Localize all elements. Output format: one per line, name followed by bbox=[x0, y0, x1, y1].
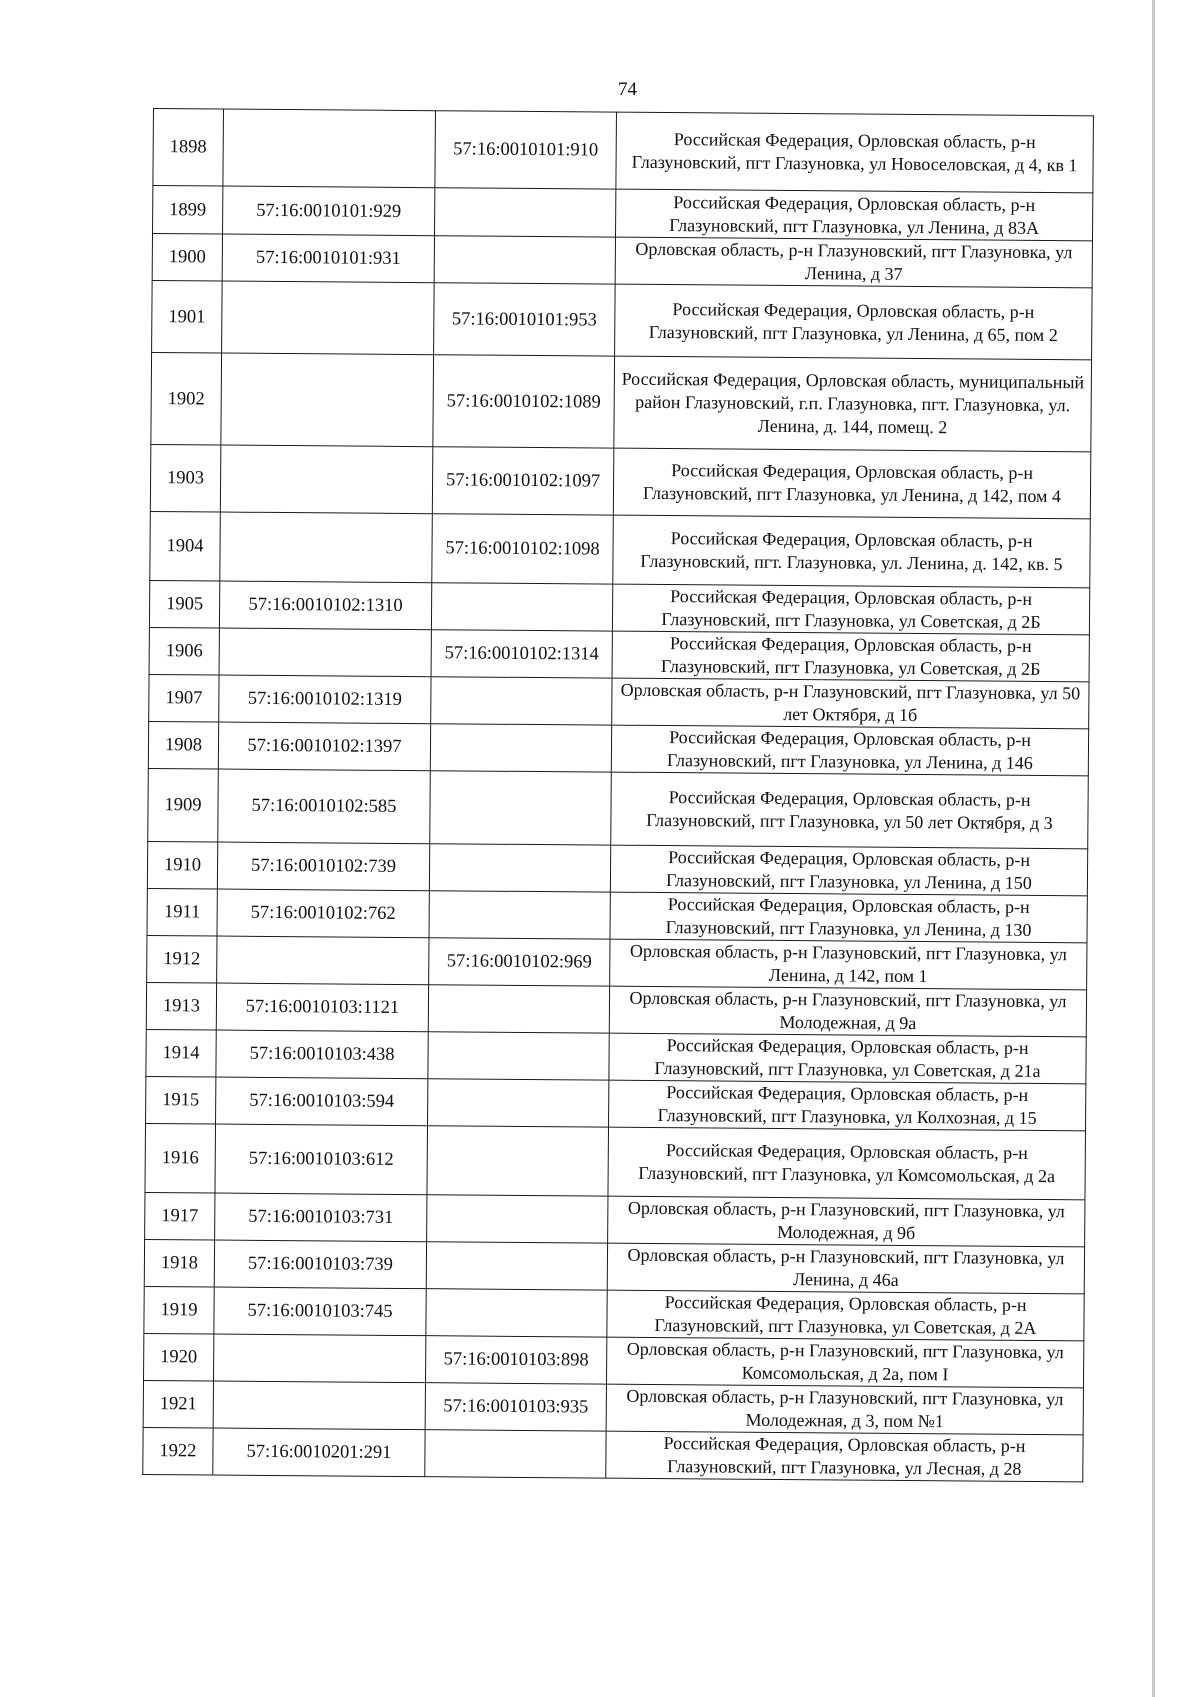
cadastral-number-alt-cell bbox=[428, 1032, 609, 1080]
table-row bbox=[151, 352, 1092, 451]
row-number-cell: 1920 bbox=[144, 1333, 214, 1381]
row-number-cell: 1906 bbox=[149, 627, 219, 675]
cadastral-number-alt-cell bbox=[426, 1289, 607, 1337]
row-number-cell: 1905 bbox=[149, 580, 219, 628]
page-edge bbox=[1152, 0, 1155, 1697]
row-number-cell: 1900 bbox=[152, 234, 222, 282]
row-number-cell: 1909 bbox=[148, 768, 219, 842]
table-row bbox=[148, 721, 1088, 775]
row-number-cell: 1901 bbox=[152, 280, 223, 353]
row-number-cell: 1917 bbox=[145, 1192, 215, 1240]
address-cell: Орловская область, р-н Глазуновский, пгт Глазуновка, ул 50 лет Октября, д 1б bbox=[612, 678, 1089, 729]
address-cell: Орловская область, р-н Глазуновский, пгт Глазуновка, ул Молодежная, д 9а bbox=[609, 986, 1086, 1037]
table-row bbox=[146, 1029, 1086, 1083]
table-row bbox=[149, 580, 1089, 634]
row-number-cell: 1921 bbox=[143, 1380, 213, 1428]
cadastral-number-cell: 57:16:0010103:731 bbox=[215, 1193, 427, 1242]
cadastral-number-alt-cell bbox=[431, 677, 612, 725]
cadastral-number-alt-cell: 57:16:0010102:969 bbox=[429, 938, 610, 986]
address-cell: Российская Федерация, Орловская область, р-н Глазуновский, пгт Глазуновка, ул Советская, д 2А bbox=[607, 1290, 1084, 1341]
table-row bbox=[147, 841, 1087, 895]
registry-table-body bbox=[143, 109, 1094, 1482]
cadastral-number-cell bbox=[221, 353, 434, 447]
cadastral-number-cell: 57:16:0010201:291 bbox=[213, 1428, 425, 1477]
address-cell: Российская Федерация, Орловская область, р-н Глазуновский, пгт Глазуновка, ул Лесная, д 28 bbox=[606, 1431, 1083, 1482]
cadastral-number-alt-cell bbox=[429, 891, 610, 939]
table-row bbox=[152, 280, 1093, 359]
cadastral-number-cell bbox=[220, 445, 433, 514]
cadastral-number-alt-cell: 57:16:0010103:898 bbox=[425, 1336, 606, 1384]
row-number-cell: 1898 bbox=[153, 109, 224, 187]
address-cell: Российская Федерация, Орловская область, р-н Глазуновский, пгт Глазуновка, ул Советская, д 2Б bbox=[612, 631, 1089, 682]
cadastral-number-alt-cell bbox=[430, 724, 611, 772]
address-cell: Орловская область, р-н Глазуновский, пгт Глазуновка, ул Ленина, д 142, пом 1 bbox=[610, 939, 1087, 990]
row-number-cell: 1910 bbox=[147, 841, 217, 889]
table-row bbox=[144, 1239, 1084, 1293]
cadastral-number-alt-cell: 57:16:0010103:935 bbox=[425, 1383, 606, 1431]
table-row bbox=[143, 1427, 1083, 1481]
page-number: 74 bbox=[618, 79, 637, 100]
table-row bbox=[146, 1076, 1086, 1130]
cadastral-number-cell bbox=[222, 281, 435, 355]
cadastral-number-alt-cell: 57:16:0010102:1097 bbox=[432, 447, 614, 515]
cadastral-number-cell: 57:16:0010101:929 bbox=[223, 186, 435, 236]
row-number-cell: 1907 bbox=[149, 674, 219, 722]
address-cell: Российская Федерация, Орловская область, р-н Глазуновский, пгт Глазуновка, ул 50 лет Октября, д 3 bbox=[611, 772, 1089, 849]
table-row bbox=[147, 888, 1087, 942]
cadastral-number-cell bbox=[213, 1381, 425, 1430]
cadastral-number-cell bbox=[223, 109, 436, 188]
cadastral-number-cell: 57:16:0010103:594 bbox=[216, 1077, 428, 1126]
address-cell: Российская Федерация, Орловская область, р-н Глазуновский, пгт Глазуновка, ул Ленина, д 130 bbox=[610, 892, 1087, 943]
table-row bbox=[150, 444, 1090, 518]
cadastral-number-alt-cell: 57:16:0010101:910 bbox=[435, 111, 617, 189]
row-number-cell: 1902 bbox=[151, 352, 222, 445]
table-row bbox=[148, 768, 1089, 848]
cadastral-number-cell: 57:16:0010102:1319 bbox=[219, 675, 431, 724]
cadastral-number-cell bbox=[220, 512, 433, 583]
cadastral-number-alt-cell bbox=[431, 583, 612, 631]
row-number-cell: 1919 bbox=[144, 1286, 214, 1334]
cadastral-number-cell: 57:16:0010102:1310 bbox=[219, 581, 431, 630]
address-cell: Российская Федерация, Орловская область, р-н Глазуновский, пгт Глазуновка, ул Ленина, д 142, пом 4 bbox=[613, 448, 1091, 519]
cadastral-number-cell: 57:16:0010103:438 bbox=[216, 1030, 428, 1079]
row-number-cell: 1899 bbox=[153, 186, 223, 235]
cadastral-number-cell bbox=[217, 936, 429, 985]
cadastral-number-alt-cell bbox=[426, 1242, 607, 1290]
table-row bbox=[150, 511, 1091, 587]
row-number-cell: 1908 bbox=[148, 721, 218, 769]
cadastral-number-alt-cell: 57:16:0010102:1098 bbox=[432, 514, 614, 584]
address-cell: Орловская область, р-н Глазуновский, пгт Глазуновка, ул Ленина, д 46а bbox=[607, 1243, 1084, 1294]
row-number-cell: 1916 bbox=[145, 1123, 216, 1193]
cadastral-number-alt-cell bbox=[434, 236, 615, 284]
address-cell: Российская Федерация, Орловская область, р-н Глазуновский, пгт Глазуновка, ул Ленина, д 146 bbox=[611, 725, 1088, 776]
address-cell: Орловская область, р-н Глазуновский, пгт Глазуновка, ул Ленина, д 37 bbox=[615, 237, 1092, 288]
cadastral-number-alt-cell: 57:16:0010102:1314 bbox=[431, 630, 612, 678]
cadastral-number-cell: 57:16:0010102:739 bbox=[217, 842, 429, 891]
table-row bbox=[144, 1286, 1084, 1340]
cadastral-number-alt-cell bbox=[427, 1195, 608, 1243]
cadastral-number-cell: 57:16:0010103:739 bbox=[214, 1240, 426, 1289]
cadastral-number-alt-cell bbox=[429, 844, 610, 892]
cadastral-number-alt-cell bbox=[427, 1126, 609, 1196]
row-number-cell: 1914 bbox=[146, 1029, 216, 1077]
address-cell: Российская Федерация, Орловская область, р-н Глазуновский, пгт Глазуновка, ул Ленина, д 150 bbox=[610, 845, 1087, 896]
cadastral-number-alt-cell bbox=[425, 1430, 606, 1478]
cadastral-number-cell: 57:16:0010103:1121 bbox=[216, 983, 428, 1032]
address-cell: Российская Федерация, Орловская область, р-н Глазуновский, пгт Глазуновка, ул Ленина, д 83А bbox=[616, 189, 1093, 241]
row-number-cell: 1915 bbox=[146, 1076, 216, 1124]
cadastral-number-alt-cell bbox=[430, 771, 612, 845]
row-number-cell: 1922 bbox=[143, 1427, 213, 1475]
cadastral-number-alt-cell bbox=[428, 985, 609, 1033]
table-row bbox=[143, 1380, 1083, 1434]
cadastral-number-alt-cell: 57:16:0010101:953 bbox=[434, 283, 616, 356]
address-cell: Российская Федерация, Орловская область, р-н Глазуновский, пгт Глазуновка, ул Советская, д 21а bbox=[609, 1033, 1086, 1084]
row-number-cell: 1911 bbox=[147, 888, 217, 936]
cadastral-number-cell bbox=[214, 1334, 426, 1383]
address-cell: Российская Федерация, Орловская область, муниципальный район Глазуновский, г.п. Глазуновка, пгт. Глазуновка, ул. Ленина, д. 144, помещ. 2 bbox=[614, 356, 1092, 452]
cadastral-number-cell: 57:16:0010102:585 bbox=[218, 769, 431, 844]
table-row bbox=[152, 234, 1092, 288]
row-number-cell: 1918 bbox=[144, 1239, 214, 1287]
cadastral-number-cell bbox=[219, 628, 431, 677]
address-cell: Российская Федерация, Орловская область, р-н Глазуновский, пгт Глазуновка, ул Колхозная, д 15 bbox=[609, 1080, 1086, 1131]
address-cell: Российская Федерация, Орловская область, р-н Глазуновский, пгт Глазуновка, ул Новоселовская, д 4, кв 1 bbox=[616, 112, 1094, 193]
cadastral-number-alt-cell bbox=[428, 1079, 609, 1127]
row-number-cell: 1904 bbox=[150, 511, 221, 581]
table-row bbox=[147, 935, 1087, 989]
address-cell: Орловская область, р-н Глазуновский, пгт Глазуновка, ул Молодежная, д 9б bbox=[608, 1196, 1085, 1247]
table-row bbox=[144, 1333, 1084, 1387]
table-row bbox=[145, 1192, 1085, 1246]
table-row bbox=[145, 1123, 1086, 1199]
table-row bbox=[149, 627, 1089, 681]
row-number-cell: 1903 bbox=[150, 444, 221, 512]
address-cell: Орловская область, р-н Глазуновский, пгт Глазуновка, ул Комсомольская, д 2а, пом I bbox=[606, 1337, 1083, 1388]
cadastral-number-alt-cell bbox=[435, 188, 616, 237]
cadastral-number-cell: 57:16:0010103:612 bbox=[215, 1124, 428, 1195]
address-cell: Орловская область, р-н Глазуновский, пгт Глазуновка, ул Молодежная, д 3, пом №1 bbox=[606, 1384, 1083, 1435]
address-cell: Российская Федерация, Орловская область, р-н Глазуновский, пгт. Глазуновка, ул. Ленина, д. 142, кв. 5 bbox=[613, 515, 1091, 588]
address-cell: Российская Федерация, Орловская область, р-н Глазуновский, пгт Глазуновка, ул Комсомольская, д 2а bbox=[608, 1127, 1086, 1200]
table-row bbox=[153, 186, 1093, 241]
row-number-cell: 1913 bbox=[146, 982, 216, 1030]
table-row bbox=[146, 982, 1086, 1036]
address-cell: Российская Федерация, Орловская область, р-н Глазуновский, пгт Глазуновка, ул Ленина, д 65, пом 2 bbox=[615, 284, 1093, 360]
cadastral-number-cell: 57:16:0010102:762 bbox=[217, 889, 429, 938]
cadastral-number-cell: 57:16:0010103:745 bbox=[214, 1287, 426, 1336]
cadastral-number-alt-cell: 57:16:0010102:1089 bbox=[433, 355, 615, 448]
row-number-cell: 1912 bbox=[147, 935, 217, 983]
registry-table bbox=[142, 108, 1094, 1482]
address-cell: Российская Федерация, Орловская область, р-н Глазуновский, пгт Глазуновка, ул Советская, д 2Б bbox=[612, 584, 1089, 635]
table-row bbox=[153, 109, 1094, 193]
table-row bbox=[149, 674, 1089, 728]
cadastral-number-cell: 57:16:0010101:931 bbox=[222, 234, 434, 283]
cadastral-number-cell: 57:16:0010102:1397 bbox=[218, 722, 430, 771]
